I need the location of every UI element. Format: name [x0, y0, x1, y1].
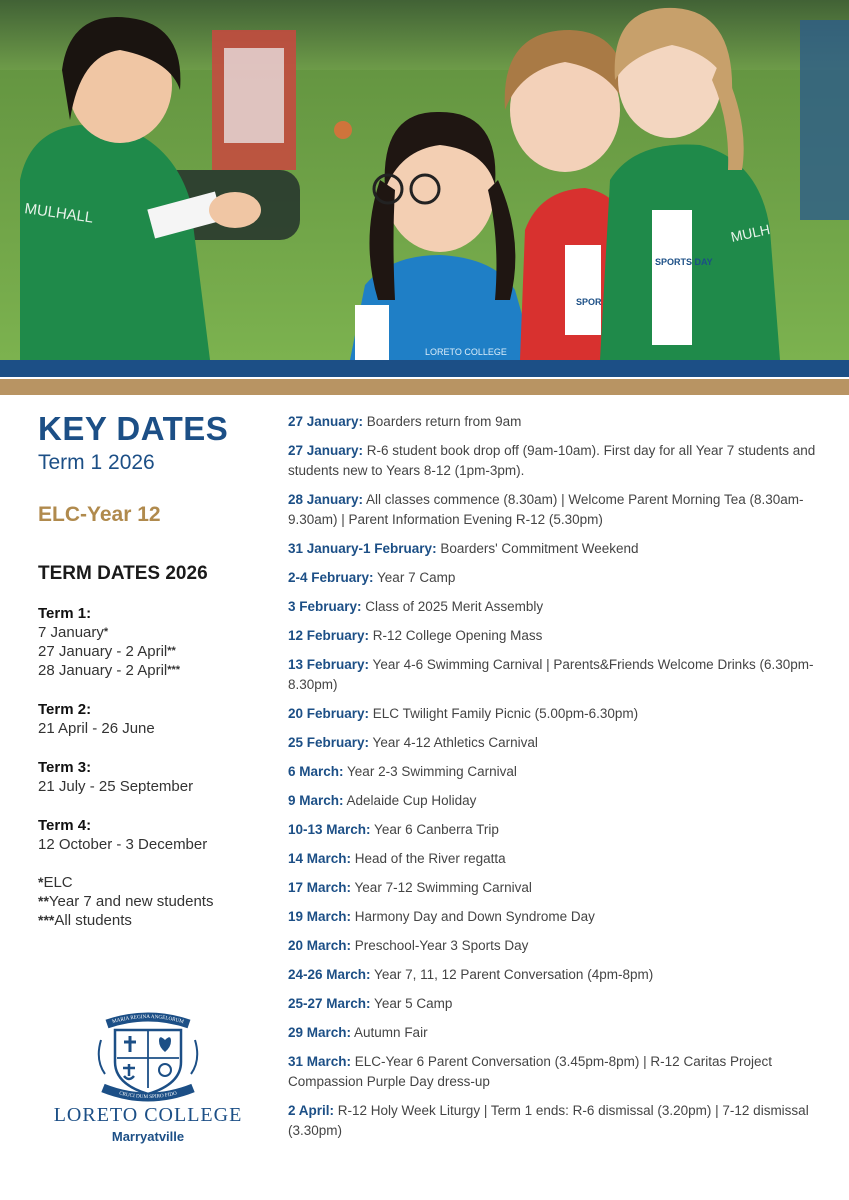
- event-item: [288, 762, 836, 782]
- event-description: ELC-Year 6 Parent Conversation (3.45pm-8pm) | R-12 Caritas Project Compassion Purple Day dress-up: [288, 1054, 772, 1089]
- term-name: Term 2:: [38, 701, 92, 718]
- event-description: Year 4-12 Athletics Carnival: [369, 735, 538, 750]
- school-logo: [38, 1010, 258, 1144]
- event-description: Year 7 Camp: [373, 570, 456, 585]
- event-description: Head of the River regatta: [351, 851, 506, 866]
- event-item: [288, 733, 836, 753]
- hero-crest-text: LORETO COLLEGE: [425, 347, 507, 357]
- term-date-range: 7 January*: [38, 624, 109, 641]
- event-description: Year 7, 11, 12 Parent Conversation (4pm-8pm): [370, 967, 654, 982]
- term-block: [38, 758, 278, 796]
- event-item: [288, 965, 836, 985]
- event-date: 6 March:: [288, 764, 344, 779]
- event-description: Year 2-3 Swimming Carnival: [343, 764, 517, 779]
- navy-divider-band: [0, 360, 849, 377]
- event-description: ELC Twilight Family Picnic (5.00pm-6.30pm): [369, 706, 639, 721]
- event-date: 2 April:: [288, 1103, 335, 1118]
- term-list: [38, 604, 278, 854]
- term-date-range: 21 July - 25 September: [38, 778, 194, 795]
- event-description: Boarders return from 9am: [363, 414, 522, 429]
- event-item: [288, 597, 836, 617]
- event-item: [288, 994, 836, 1014]
- event-item: [288, 1023, 836, 1043]
- term-date-range: 21 April - 26 June: [38, 720, 155, 737]
- year-range-label: ELC-Year 12: [38, 503, 161, 526]
- event-date: 17 March:: [288, 880, 352, 895]
- event-date: 20 March:: [288, 938, 352, 953]
- hero-ribbon-1: SPORTS DAY: [655, 257, 713, 267]
- crest-motto-top: MARIA REGINA ANGELORUM: [111, 1013, 185, 1026]
- term-date-range: 12 October - 3 December: [38, 836, 208, 853]
- term-date-range: 27 January - 2 April**: [38, 643, 176, 660]
- term-name: Term 4:: [38, 817, 92, 834]
- event-item: [288, 907, 836, 927]
- term-block: [38, 816, 278, 854]
- footnotes: [38, 873, 278, 930]
- hero-illustration: [0, 0, 849, 360]
- term-name: Term 3:: [38, 759, 92, 776]
- event-item: [288, 441, 836, 481]
- gold-divider-band: [0, 379, 849, 395]
- event-date: 25 February:: [288, 735, 370, 750]
- school-location: Marryatville: [111, 1129, 185, 1144]
- event-date: 14 March:: [288, 851, 352, 866]
- event-description: Year 6 Canberra Trip: [370, 822, 499, 837]
- event-description: All classes commence (8.30am) | Welcome Parent Morning Tea (8.30am-9.30am) | Parent Information Evening R-12 (5.30pm): [288, 492, 804, 527]
- event-description: Year 4-6 Swimming Carnival | Parents&Friends Welcome Drinks (6.30pm-8.30pm): [288, 657, 814, 692]
- event-item: [288, 704, 836, 724]
- school-name: LORETO COLLEGE: [53, 1104, 243, 1126]
- event-date: 20 February:: [288, 706, 370, 721]
- event-item: [288, 878, 836, 898]
- footnote-mark: ***: [167, 664, 181, 676]
- event-description: Year 5 Camp: [370, 996, 453, 1011]
- event-item: [288, 568, 836, 588]
- footnote: ***All students: [38, 912, 132, 929]
- hero-shirt-text-left: MULHALL: [23, 200, 95, 227]
- event-description: R-6 student book drop off (9am-10am). First day for all Year 7 students and students new to Years 8-12 (1pm-3pm).: [288, 443, 816, 478]
- event-date: 31 January-1 February:: [288, 541, 437, 556]
- key-dates-list: [288, 412, 836, 1150]
- event-item: [288, 626, 836, 646]
- event-description: Harmony Day and Down Syndrome Day: [351, 909, 595, 924]
- event-description: Adelaide Cup Holiday: [343, 793, 477, 808]
- event-item: [288, 791, 836, 811]
- event-date: 12 February:: [288, 628, 370, 643]
- event-description: Year 7-12 Swimming Carnival: [351, 880, 532, 895]
- event-date: 3 February:: [288, 599, 362, 614]
- event-date: 13 February:: [288, 657, 370, 672]
- term-name: Term 1:: [38, 605, 92, 622]
- page-subtitle: Term 1 2026: [38, 451, 155, 474]
- event-item: [288, 936, 836, 956]
- event-date: 27 January:: [288, 414, 364, 429]
- term-block: [38, 700, 278, 738]
- event-description: R-12 Holy Week Liturgy | Term 1 ends: R-6 dismissal (3.20pm) | 7-12 dismissal (3.30pm): [288, 1103, 809, 1138]
- event-item: [288, 849, 836, 869]
- crest-motto-bottom: CRUCI DUM SPIRO FIDO: [118, 1090, 178, 1101]
- event-date: 9 March:: [288, 793, 344, 808]
- event-date: 25-27 March:: [288, 996, 371, 1011]
- event-description: Preschool-Year 3 Sports Day: [351, 938, 529, 953]
- footnote-mark: *: [103, 626, 109, 638]
- hero-shirt-text-right: MULH: [729, 221, 772, 245]
- school-crest-icon: [93, 1010, 203, 1102]
- event-item: [288, 490, 836, 530]
- event-item: [288, 820, 836, 840]
- hero-ribbon-2: SPOR: [576, 297, 602, 307]
- event-date: 29 March:: [288, 1025, 352, 1040]
- event-description: R-12 College Opening Mass: [369, 628, 543, 643]
- footnote: **Year 7 and new students: [38, 893, 214, 910]
- left-column: [38, 410, 278, 930]
- term-date-range: 28 January - 2 April***: [38, 662, 181, 679]
- page-title: KEY DATES: [38, 410, 229, 447]
- event-date: 28 January:: [288, 492, 364, 507]
- event-date: 19 March:: [288, 909, 352, 924]
- event-item: [288, 412, 836, 432]
- hero-photo: [0, 0, 849, 360]
- event-item: [288, 539, 836, 559]
- event-date: 10-13 March:: [288, 822, 371, 837]
- event-item: [288, 1052, 836, 1092]
- event-description: Boarders' Commitment Weekend: [436, 541, 639, 556]
- event-date: 31 March:: [288, 1054, 352, 1069]
- event-date: 24-26 March:: [288, 967, 371, 982]
- footnote: *ELC: [38, 874, 73, 891]
- term-block: [38, 604, 278, 680]
- event-item: [288, 655, 836, 695]
- event-date: 27 January:: [288, 443, 364, 458]
- event-description: Class of 2025 Merit Assembly: [361, 599, 544, 614]
- event-date: 2-4 February:: [288, 570, 374, 585]
- event-description: Autumn Fair: [351, 1025, 428, 1040]
- event-item: [288, 1101, 836, 1141]
- term-dates-heading: TERM DATES 2026: [38, 563, 208, 584]
- footnote-mark: **: [167, 645, 176, 657]
